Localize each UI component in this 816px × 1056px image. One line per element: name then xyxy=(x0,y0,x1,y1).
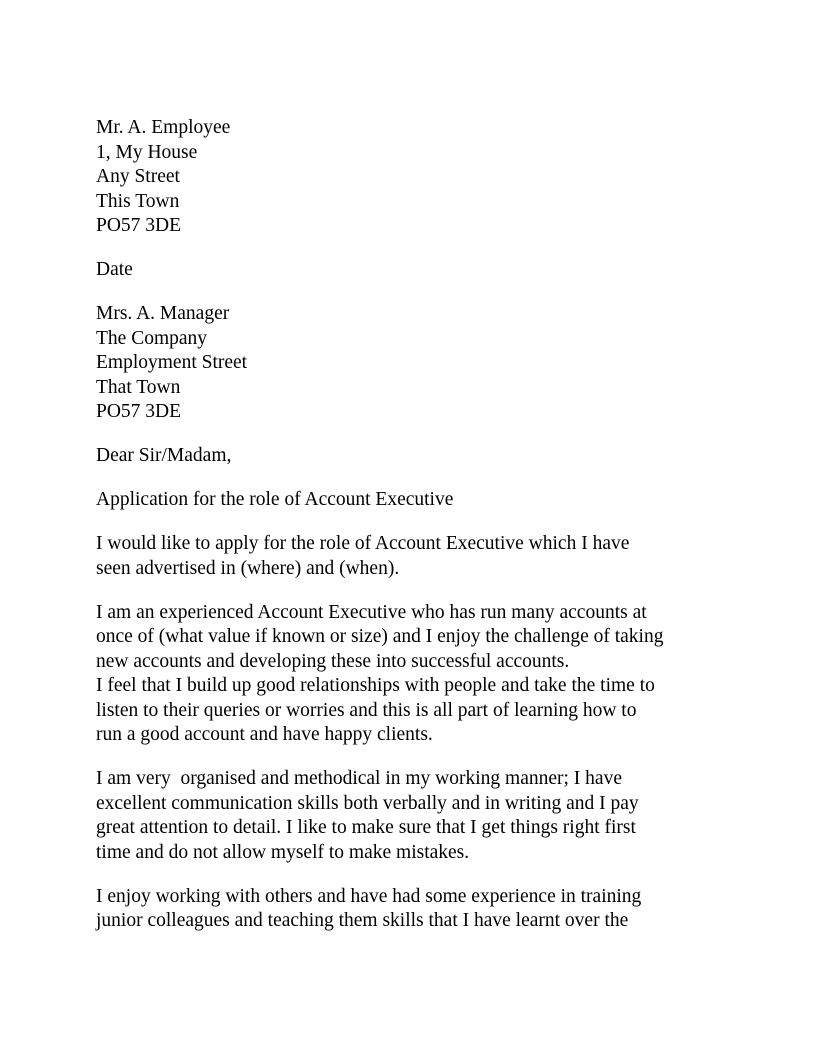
subject-line xyxy=(96,488,716,513)
paragraph-line: I enjoy working with others and have had some experience in training xyxy=(96,885,642,907)
paragraph-line: I would like to apply for the role of Account Executive which I have xyxy=(96,533,630,554)
paragraph-line: listen to their queries or worries and this is all part of learning how to xyxy=(96,699,637,721)
paragraph-line: I feel that I build up good relationships with people and take the time to xyxy=(96,675,655,696)
paragraph-teamwork xyxy=(96,885,716,934)
date-line xyxy=(96,258,716,283)
paragraph-line: junior colleagues and teaching them skills that I have learnt over the xyxy=(96,910,629,931)
paragraph-line: great attention to detail. I like to make sure that I get things right first xyxy=(96,817,636,838)
sender-address xyxy=(96,116,716,239)
salutation-text: Dear Sir/Madam, xyxy=(96,445,232,466)
paragraph-line: seen advertised in (where) and (when). xyxy=(96,557,400,579)
sender-postcode: PO57 3DE xyxy=(96,215,182,236)
date-text: Date xyxy=(96,259,133,280)
paragraph-line: time and do not allow myself to make mistakes. xyxy=(96,841,470,863)
sender-house: 1, My House xyxy=(96,141,198,163)
paragraph-line: excellent communication skills both verbally and in writing and I pay xyxy=(96,792,639,814)
sender-name: Mr. A. Employee xyxy=(96,117,231,138)
paragraph-line: new accounts and developing these into successful accounts. xyxy=(96,650,570,672)
paragraph-intro xyxy=(96,532,716,581)
recipient-name: Mrs. A. Manager xyxy=(96,303,230,324)
sender-street: Any Street xyxy=(96,166,180,187)
paragraph-line: run a good account and have happy clients. xyxy=(96,724,433,745)
paragraph-line: once of (what value if known or size) and I enjoy the challenge of taking xyxy=(96,626,664,647)
sender-town: This Town xyxy=(96,190,180,212)
recipient-company: The Company xyxy=(96,327,208,349)
recipient-street: Employment Street xyxy=(96,352,248,373)
salutation xyxy=(96,444,716,469)
recipient-address xyxy=(96,302,716,425)
subject-text: Application for the role of Account Executive xyxy=(96,489,454,510)
paragraph-line: I am very organised and methodical in my working manner; I have xyxy=(96,768,622,789)
letter-page xyxy=(96,116,716,953)
recipient-postcode: PO57 3DE xyxy=(96,401,182,422)
recipient-town: That Town xyxy=(96,376,181,398)
paragraph-skills xyxy=(96,767,716,865)
paragraph-experience xyxy=(96,601,716,748)
paragraph-line: I am an experienced Account Executive who has run many accounts at xyxy=(96,601,647,623)
